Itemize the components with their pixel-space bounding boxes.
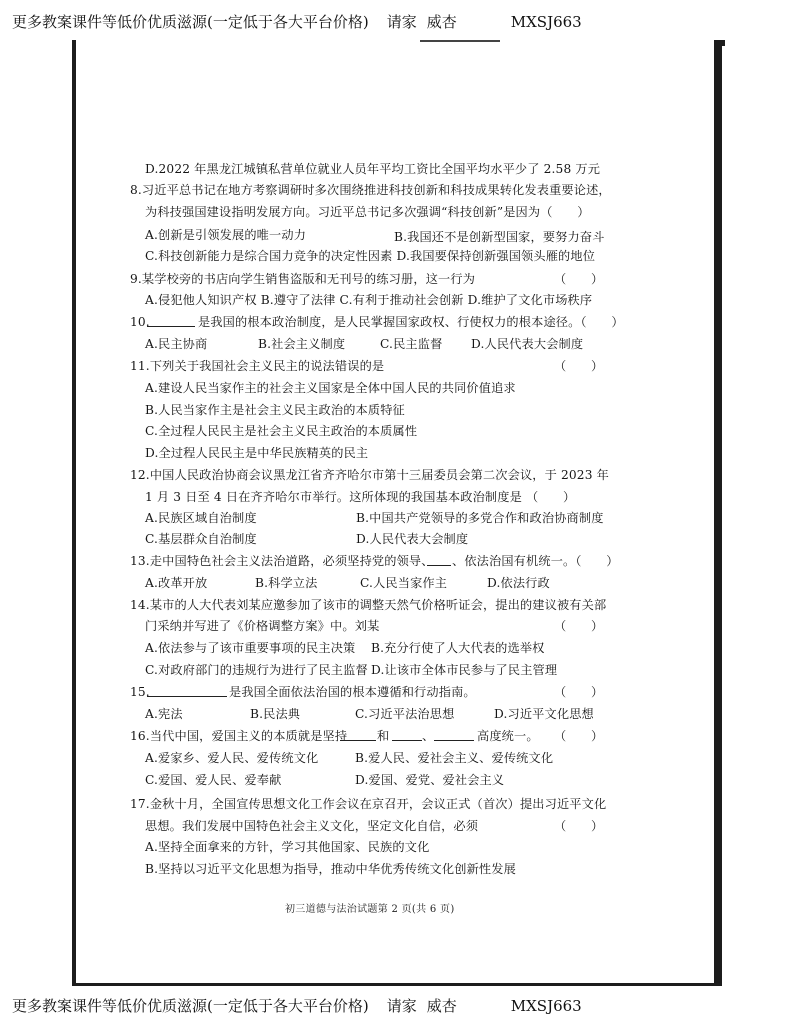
promo-banner-bottom: [12, 995, 582, 1017]
q11-answer-bracket: （ ）: [554, 359, 604, 373]
q16-blank-1: [340, 728, 376, 741]
q8-stem-line2: 为科技强国建设指明发展方向。习近平总书记多次强调“科技创新”是因为（ ）: [145, 205, 590, 219]
q13-stem-part2: 、依法治国有机统一。（ ）: [452, 554, 619, 568]
q16-stem-part1: 16.当代中国，爱国主义的本质就是坚持: [130, 729, 348, 743]
q15-stem: 是我国全面依法治国的根本遵循和行动指南。: [229, 685, 476, 699]
q12-stem-line2: 1 月 3 日至 4 日在齐齐哈尔市举行。这所体现的我国基本政治制度是: [145, 490, 522, 504]
q15-option-a: A.宪法: [145, 707, 183, 721]
banner-name-bottom: 威杏: [426, 997, 457, 1015]
q15-number: 15.: [130, 685, 150, 699]
q17-stem-line2: 思想。我们发展中国特色社会主义文化，坚定文化自信，必须: [145, 819, 479, 833]
q11-option-a: A.建设人民当家作主的社会主义国家是全体中国人民的共同价值追求: [145, 381, 516, 395]
q16-option-c: C.爱国、爱人民、爱奉献: [145, 773, 282, 787]
q11-option-b: B.人民当家作主是社会主义民主政治的本质特征: [145, 403, 405, 417]
q16-answer-bracket: （ ）: [554, 729, 604, 743]
q8-option-a: A.创新是引领发展的唯一动力: [145, 228, 307, 242]
q10-option-d: D.人民代表大会制度: [471, 337, 584, 351]
q10-number: 10.: [130, 315, 150, 329]
q11-option-d: D.全过程人民民主是中华民族精英的民主: [145, 446, 369, 460]
q11-stem: 11.下列关于我国社会主义民主的说法错误的是: [130, 359, 385, 373]
scan-edge-bottom: [72, 983, 722, 986]
q16-stem-part2: 高度统一。: [477, 729, 539, 743]
banner-code-bottom: MXSJ663: [510, 997, 582, 1015]
q15-option-c: C.习近平法治思想: [355, 707, 455, 721]
q15-answer-bracket: （ ）: [554, 685, 604, 699]
scan-edge-right: [714, 40, 722, 986]
q13-option-a: A.改革开放: [145, 576, 208, 590]
q16-stem-comma: 、: [422, 729, 435, 743]
banner-code: MXSJ663: [510, 13, 582, 31]
q10-option-b: B.社会主义制度: [258, 337, 346, 351]
q14-option-a: A.依法参与了该市重要事项的民主决策: [145, 641, 356, 655]
q13-option-b: B.科学立法: [255, 576, 318, 590]
q14-option-d: D.让该市全体市民参与了民主管理: [371, 663, 558, 677]
banner-invite: 请家: [386, 13, 417, 31]
q12-answer-bracket: （ ）: [526, 490, 576, 504]
q16-option-a: A.爱家乡、爱人民、爱传统文化: [145, 751, 319, 765]
q9-options: A.侵犯他人知识产权 B.遵守了法律 C.有利于推动社会创新 D.维护了文化市场秩序: [145, 293, 593, 307]
banner-invite-bottom: 请家: [386, 997, 417, 1015]
q17-stem-line1: 17.金秋十月，全国宣传思想文化工作会议在京召开，会议正式（首次）提出习近平文化: [130, 797, 607, 811]
q10-option-a: A.民主协商: [145, 337, 208, 351]
banner-text: 更多教案课件等低价优质滋源(一定低于各大平台价格): [12, 13, 369, 31]
q10-blank: [147, 314, 195, 327]
q12-option-d: D.人民代表大会制度: [356, 532, 469, 546]
q8-option-c-d: C.科技创新能力是综合国力竞争的决定性因素 D.我国要保持创新强国领头雁的地位: [145, 249, 596, 263]
q16-option-b: B.爱人民、爱社会主义、爱传统文化: [355, 751, 554, 765]
q14-stem-line1: 14.某市的人大代表刘某应邀参加了该市的调整天然气价格听证会，提出的建议被有关部: [130, 598, 607, 612]
scan-edge-top: [420, 40, 500, 42]
q12-option-c: C.基层群众自治制度: [145, 532, 257, 546]
q15-blank: [147, 684, 227, 697]
q17-answer-bracket: （ ）: [554, 819, 604, 833]
q16-option-d: D.爱国、爱党、爱社会主义: [355, 773, 505, 787]
q10-stem: 是我国的根本政治制度，是人民掌握国家政权、行使权力的根本途径。（ ）: [198, 315, 624, 329]
q14-option-b: B.充分行使了人大代表的选举权: [371, 641, 545, 655]
q13-stem-part1: 13.走中国特色社会主义法治道路，必须坚持党的领导、: [130, 554, 434, 568]
q16-blank-3: [434, 728, 474, 741]
q11-option-c: C.全过程人民民主是社会主义民主政治的本质属性: [145, 424, 418, 438]
scan-edge-tick: [722, 40, 725, 46]
q7-option-d: D.2022 年黑龙江城镇私营单位就业人员年平均工资比全国平均水平少了 2.58 万元: [145, 162, 601, 176]
q13-option-c: C.人民当家作主: [360, 576, 448, 590]
q12-stem-line1: 12.中国人民政治协商会议黑龙江省齐齐哈尔市第十三届委员会第二次会议，于 2023 年: [130, 468, 609, 482]
q8-option-b: B.我国还不是创新型国家，要努力奋斗: [394, 230, 605, 244]
scan-edge-left: [72, 40, 76, 986]
banner-text-bottom: 更多教案课件等低价优质滋源(一定低于各大平台价格): [12, 997, 369, 1015]
page-footer: 初三道德与法治试题第 2 页(共 6 页): [285, 904, 455, 915]
q13-option-d: D.依法行政: [487, 576, 550, 590]
q14-stem-line2: 门采纳并写进了《价格调整方案》中。刘某: [145, 619, 380, 633]
q16-stem-and: 和: [377, 729, 390, 743]
q10-option-c: C.民主监督: [380, 337, 443, 351]
q13-blank: [427, 553, 451, 566]
q12-option-b: B.中国共产党领导的多党合作和政治协商制度: [356, 511, 604, 525]
q14-answer-bracket: （ ）: [554, 619, 604, 633]
banner-name: 威杏: [426, 13, 457, 31]
q15-option-b: B.民法典: [250, 707, 301, 721]
q8-stem-line1: 8.习近平总书记在地方考察调研时多次围绕推进科技创新和科技成果转化发表重要论述，: [130, 183, 611, 197]
q15-option-d: D.习近平文化思想: [494, 707, 594, 721]
q9-answer-bracket: （ ）: [554, 272, 604, 286]
q17-option-b: B.坚持以习近平文化思想为指导，推动中华优秀传统文化创新性发展: [145, 862, 516, 876]
q9-stem: 9.某学校旁的书店向学生销售盗版和无刊号的练习册，这一行为: [130, 272, 476, 286]
q17-option-a: A.坚持全面拿来的方针，学习其他国家、民族的文化: [145, 840, 430, 854]
q12-option-a: A.民族区域自治制度: [145, 511, 257, 525]
q16-blank-2: [392, 728, 422, 741]
q14-option-c: C.对政府部门的违规行为进行了民主监督: [145, 663, 368, 677]
promo-banner-top: [12, 11, 582, 33]
